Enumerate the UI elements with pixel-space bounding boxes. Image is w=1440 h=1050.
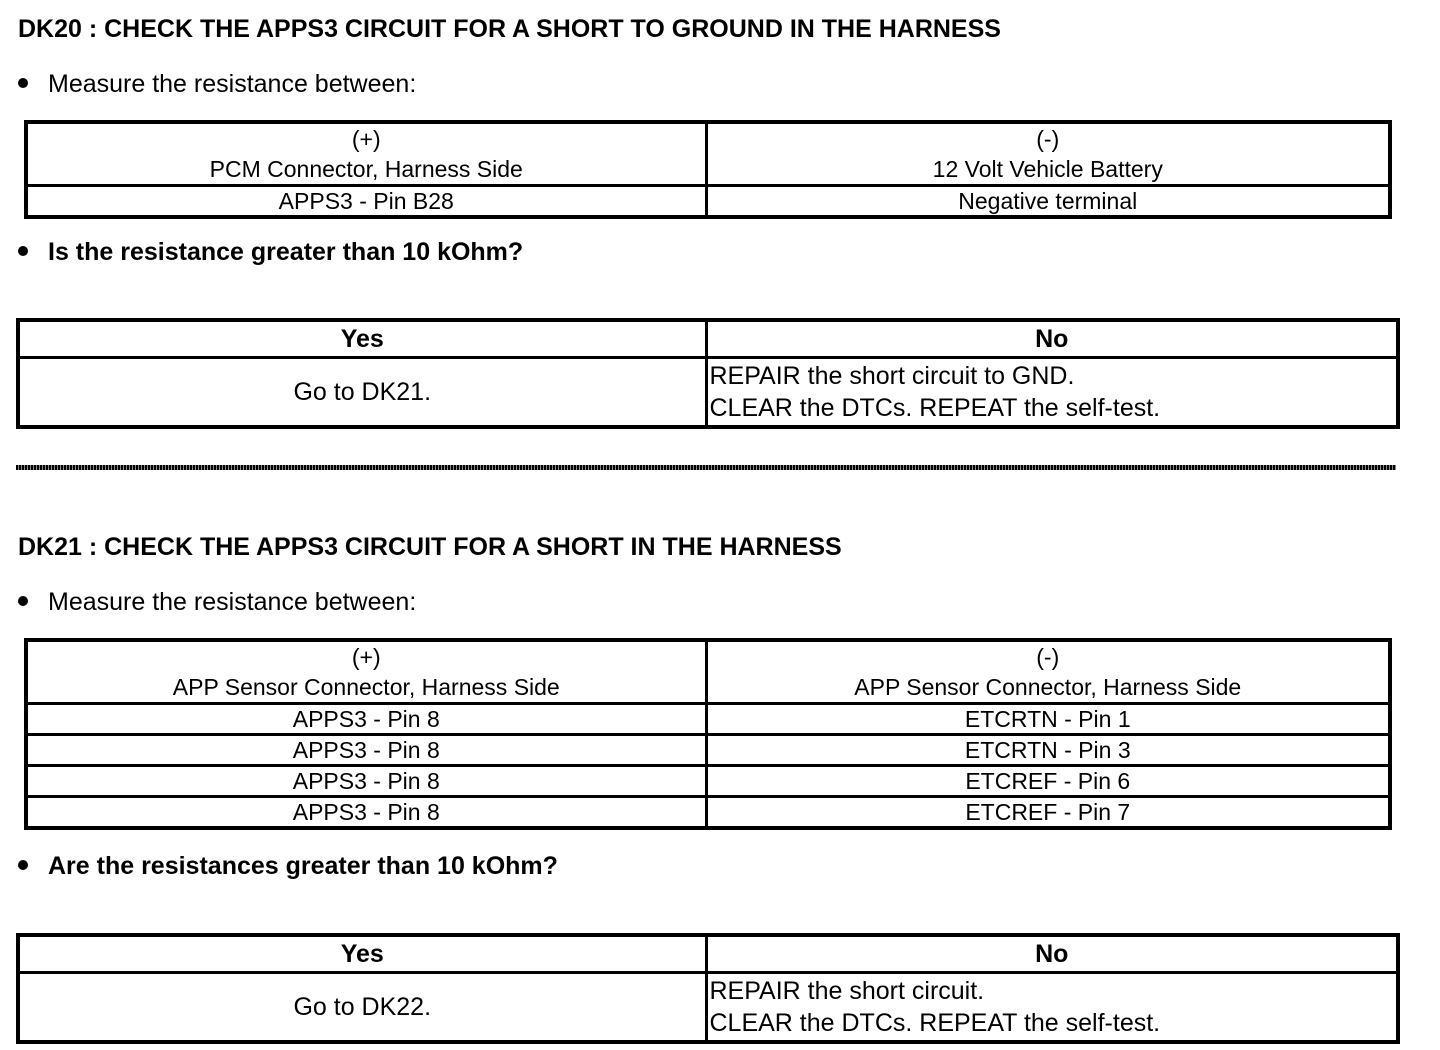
answer-table-dk20 <box>16 318 1400 429</box>
measure-table-dk21 <box>24 638 1392 830</box>
no-action <box>706 973 1398 1043</box>
no-action <box>706 358 1398 428</box>
answer-header-row <box>18 935 1398 973</box>
table-row <box>26 735 1390 766</box>
minus-sign-label: (-) <box>1036 126 1060 152</box>
yes-action: Go to DK21. <box>18 358 706 428</box>
answer-row <box>18 973 1398 1043</box>
minus-header-cell <box>706 122 1390 186</box>
question <box>18 237 523 267</box>
plus-header-cell <box>26 122 706 186</box>
no-header: No <box>706 935 1398 973</box>
table-row <box>26 186 1390 218</box>
table-row <box>26 797 1390 829</box>
plus-connector-label: APP Sensor Connector, Harness Side <box>172 674 560 700</box>
plus-pin-cell: APPS3 - Pin 8 <box>26 797 706 829</box>
no-header: No <box>706 320 1398 358</box>
no-action-line: CLEAR the DTCs. REPEAT the self-test. <box>709 394 1161 422</box>
plus-header-cell <box>26 640 706 704</box>
minus-pin-cell: ETCREF - Pin 7 <box>706 797 1390 829</box>
minus-pin-cell: ETCRTN - Pin 1 <box>706 704 1390 735</box>
table-row <box>26 766 1390 797</box>
measure-instruction <box>18 587 416 617</box>
plus-pin-cell: APPS3 - Pin 8 <box>26 704 706 735</box>
bullet-icon <box>18 596 28 606</box>
question-text: Are the resistances greater than 10 kOhm? <box>48 852 558 880</box>
minus-header-cell <box>706 640 1390 704</box>
section-divider <box>16 465 1396 470</box>
question-text: Is the resistance greater than 10 kOhm? <box>48 238 524 266</box>
yes-header: Yes <box>18 320 706 358</box>
answer-header-row <box>18 320 1398 358</box>
no-action-line: REPAIR the short circuit to GND. <box>709 362 1075 390</box>
minus-pin-cell: ETCREF - Pin 6 <box>706 766 1390 797</box>
bullet-icon <box>18 78 28 88</box>
answer-table-dk21 <box>16 933 1400 1044</box>
minus-pin-cell: Negative terminal <box>706 186 1390 218</box>
measure-table-dk20 <box>24 120 1392 219</box>
minus-sign-label: (-) <box>1036 644 1060 670</box>
measure-instruction <box>18 69 416 99</box>
table-header-row <box>26 122 1390 186</box>
plus-sign-label: (+) <box>351 126 381 152</box>
section-heading-dk21: DK21 : CHECK THE APPS3 CIRCUIT FOR A SHORT IN THE HARNESS <box>18 533 842 561</box>
minus-connector-label: APP Sensor Connector, Harness Side <box>854 674 1242 700</box>
bullet-icon <box>18 246 28 256</box>
plus-connector-label: PCM Connector, Harness Side <box>209 156 523 182</box>
minus-pin-cell: ETCRTN - Pin 3 <box>706 735 1390 766</box>
yes-action: Go to DK22. <box>18 973 706 1043</box>
no-action-line: CLEAR the DTCs. REPEAT the self-test. <box>709 1009 1161 1037</box>
measure-instruction-text: Measure the resistance between: <box>48 70 417 98</box>
bullet-icon <box>18 860 28 870</box>
table-header-row <box>26 640 1390 704</box>
table-row <box>26 704 1390 735</box>
no-action-line: REPAIR the short circuit. <box>709 977 985 1005</box>
plus-pin-cell: APPS3 - Pin 8 <box>26 766 706 797</box>
plus-sign-label: (+) <box>351 644 381 670</box>
section-heading-dk20: DK20 : CHECK THE APPS3 CIRCUIT FOR A SHORT TO GROUND IN THE HARNESS <box>18 15 1001 43</box>
measure-instruction-text: Measure the resistance between: <box>48 588 417 616</box>
plus-pin-cell: APPS3 - Pin B28 <box>26 186 706 218</box>
plus-pin-cell: APPS3 - Pin 8 <box>26 735 706 766</box>
yes-header: Yes <box>18 935 706 973</box>
minus-connector-label: 12 Volt Vehicle Battery <box>932 156 1163 182</box>
question <box>18 851 558 881</box>
answer-row <box>18 358 1398 428</box>
